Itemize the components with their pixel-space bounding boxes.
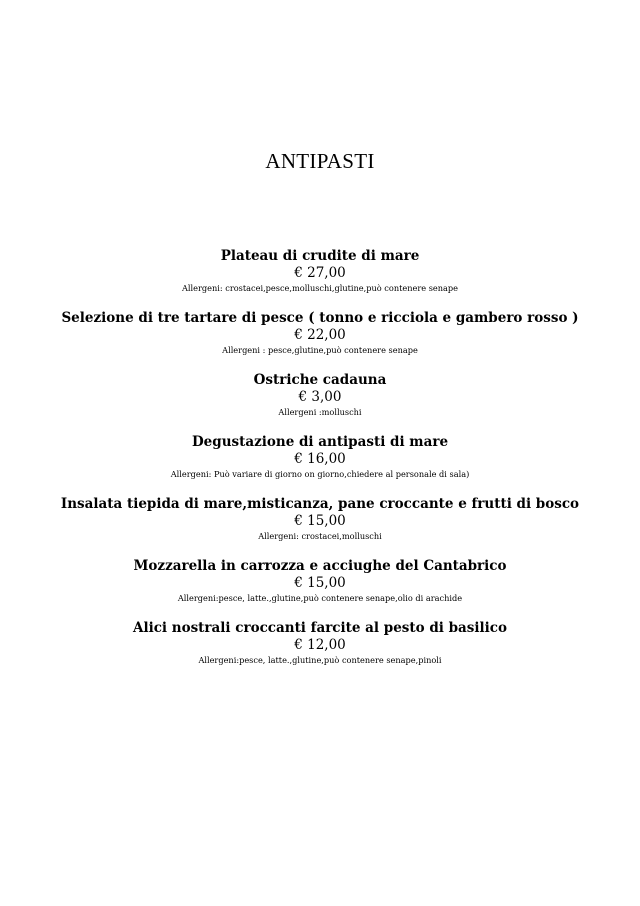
menu-item (0, 432, 640, 494)
dish-price: € 27,00 (294, 265, 346, 281)
dish-name: Mozzarella in carrozza e acciughe del Cantabrico (133, 558, 507, 574)
menu-item (0, 494, 640, 556)
dish-price: € 15,00 (294, 513, 346, 529)
dish-allergens: Allergeni : pesce,glutine,può contenere senape (222, 345, 418, 355)
menu-item (0, 556, 640, 618)
dish-price: € 3,00 (298, 389, 342, 405)
dish-name: Insalata tiepida di mare,misticanza, pane croccante e frutti di bosco (60, 496, 580, 512)
menu-section-title: ANTIPASTI (265, 149, 375, 173)
dish-allergens: Allergeni:pesce, latte.,glutine,può contenere senape,pinoli (198, 655, 442, 665)
menu-item (0, 618, 640, 680)
dish-allergens: Allergeni: Può variare di giorno on giorno,chiedere al personale di sala) (170, 469, 470, 479)
dish-price: € 16,00 (294, 451, 346, 467)
dish-name: Plateau di crudite di mare (220, 248, 420, 264)
menu-item (0, 246, 640, 308)
dish-price: € 12,00 (294, 637, 346, 653)
dish-name: Selezione di tre tartare di pesce ( tonno e ricciola e gambero rosso ) (61, 310, 579, 326)
dish-name: Alici nostrali croccanti farcite al pesto di basilico (132, 620, 507, 636)
menu-item-list (0, 246, 640, 680)
dish-name: Ostriche cadauna (253, 372, 387, 388)
dish-allergens: Allergeni: crostacei,molluschi (258, 531, 382, 541)
dish-allergens: Allergeni :molluschi (278, 407, 362, 417)
menu-item (0, 370, 640, 432)
dish-allergens: Allergeni:pesce, latte.,glutine,può contenere senape,olio di arachide (177, 593, 463, 603)
dish-price: € 15,00 (294, 575, 346, 591)
dish-name: Degustazione di antipasti di mare (191, 434, 449, 450)
menu-item (0, 308, 640, 370)
dish-allergens: Allergeni: crostacei,pesce,molluschi,glutine,può contenere senape (181, 283, 458, 293)
dish-price: € 22,00 (294, 327, 346, 343)
